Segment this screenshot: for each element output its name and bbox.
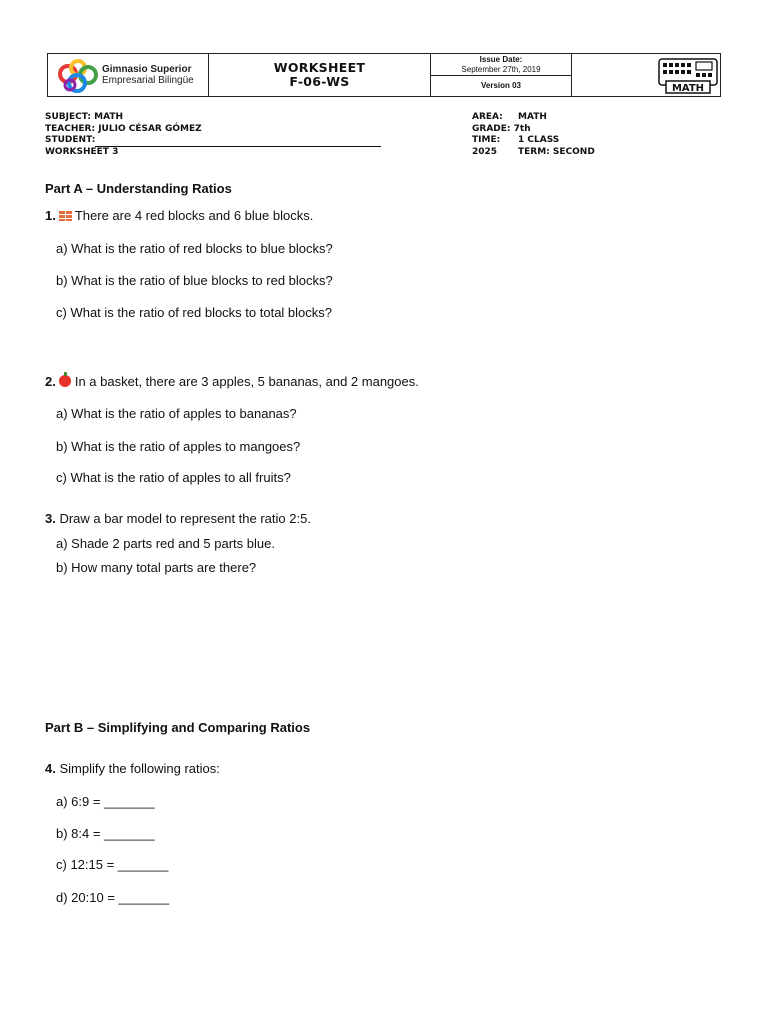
grade-label: GRADE: 7th (472, 123, 531, 134)
student-row (45, 135, 381, 147)
question-3b: b) How many total parts are there? (56, 560, 257, 575)
math-logo-cell (572, 54, 720, 96)
math-logo-text: MATH (671, 83, 705, 94)
school-logo-cell (48, 54, 209, 96)
question-4d: d) 20:10 = _______ (56, 890, 170, 905)
issue-date-box (431, 54, 571, 76)
question-2a: a) What is the ratio of apples to bananas? (56, 406, 297, 421)
issue-date-label: Issue Date: (479, 55, 523, 64)
document-header (47, 53, 721, 97)
area-key: AREA: (472, 112, 503, 122)
worksheet-title-cell (209, 54, 431, 96)
question-2 (45, 374, 419, 389)
question-2-text: In a basket, there are 3 apples, 5 bananas, and 2 mangoes. (74, 374, 419, 389)
math-calculator-icon (656, 56, 722, 94)
version-label: Version 03 (480, 81, 522, 90)
apple-icon (59, 375, 71, 387)
time-value: 1 CLASS (518, 135, 560, 145)
question-1b: b) What is the ratio of blue blocks to red blocks? (56, 273, 333, 288)
question-4-number: 4. (45, 761, 56, 776)
brick-icon (58, 210, 72, 221)
worksheet-title: WORKSHEET (273, 60, 366, 75)
question-4b: b) 8:4 = _______ (56, 826, 155, 841)
question-2-number: 2. (45, 374, 56, 389)
question-2c: c) What is the ratio of apples to all fruits? (56, 470, 291, 485)
school-name-line1: Gimnasio Superior (102, 64, 192, 75)
part-a-heading: Part A – Understanding Ratios (45, 181, 232, 196)
question-1-text: There are 4 red blocks and 6 blue blocks. (74, 208, 314, 223)
student-info-right (472, 112, 595, 158)
school-name (102, 64, 194, 86)
year-label: 2025 (472, 146, 498, 157)
teacher-label: TEACHER: JULIO CÉSAR GÓMEZ (45, 123, 202, 134)
school-logo-icon (56, 58, 100, 94)
student-name-line[interactable] (95, 137, 381, 147)
question-3 (45, 511, 311, 526)
worksheet-code: F-06-WS (289, 74, 350, 89)
question-1-number: 1. (45, 208, 56, 223)
question-4-text: Simplify the following ratios: (59, 761, 220, 776)
worksheet-number: WORKSHEET 3 (45, 146, 119, 157)
question-3-number: 3. (45, 511, 56, 526)
term-label: TERM: SECOND (518, 146, 595, 157)
school-name-line2: Empresarial Bilingüe (102, 75, 194, 86)
area-value: MATH (518, 112, 547, 122)
issue-cell (431, 54, 572, 96)
question-3-text: Draw a bar model to represent the ratio 2:5. (59, 511, 311, 526)
part-b-heading: Part B – Simplifying and Comparing Ratios (45, 720, 311, 735)
student-info-left (45, 112, 381, 158)
student-label: STUDENT: (45, 135, 96, 145)
subject-label: SUBJECT: MATH (45, 112, 124, 122)
question-1a: a) What is the ratio of red blocks to blue blocks? (56, 241, 333, 256)
time-key: TIME: (472, 135, 501, 145)
question-4a: a) 6:9 = _______ (56, 794, 155, 809)
question-4 (45, 761, 220, 776)
question-3a: a) Shade 2 parts red and 5 parts blue. (56, 536, 275, 551)
question-4c: c) 12:15 = _______ (56, 857, 169, 872)
question-1c: c) What is the ratio of red blocks to total blocks? (56, 305, 333, 320)
question-2b: b) What is the ratio of apples to mangoes? (56, 439, 301, 454)
issue-date-value: September 27th, 2019 (461, 65, 541, 74)
question-1 (45, 208, 313, 223)
